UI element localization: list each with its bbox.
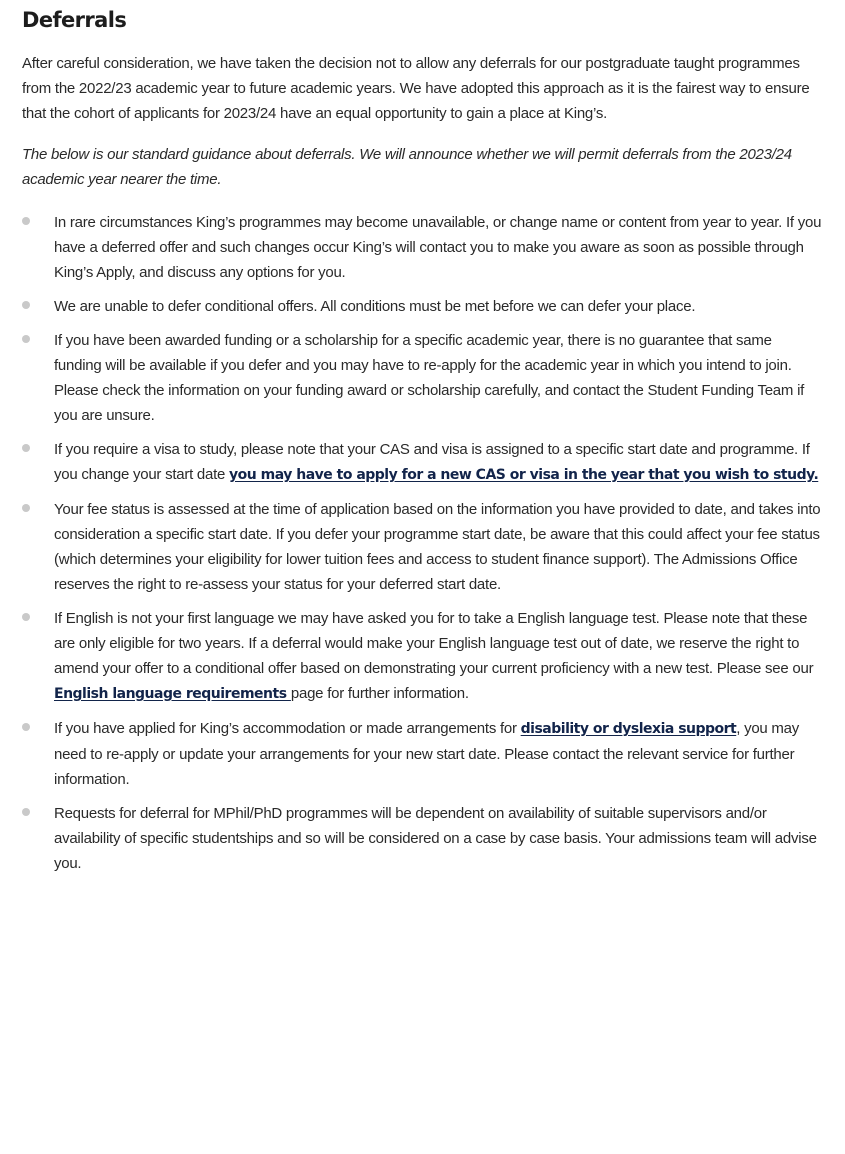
- list-item: [22, 801, 823, 876]
- list-item-text: If English is not your first language we may have asked you for to take a English language test. Please note that these are only eligible for two years. If a deferral would make your English language test out of date, we reserve the right to amend your offer to a conditional offer based on demonstrating your current proficiency with a new test. Please see our: [54, 610, 814, 677]
- list-item-text: If you have been awarded funding or a scholarship for a specific academic year, there is no guarantee that same funding will be available if you defer and you may have to re-apply for the academic year in which you intend to join. Please check the information on your funding award or scholarship carefully, and contact the Student Funding Team if you are unsure.: [54, 332, 805, 424]
- bullet-dot-icon: [22, 613, 30, 621]
- list-item-text-after: page for further information.: [290, 685, 469, 702]
- list-item-text: Requests for deferral for MPhil/PhD programmes will be dependent on availability of suitable supervisors and/or availability of specific studentships and so will be considered on a case by case basis. Your admissions team will advise you.: [54, 805, 817, 872]
- bullet-dot-icon: [22, 217, 30, 225]
- deferral-guidance-list: [22, 210, 823, 876]
- list-item: [22, 606, 823, 707]
- page-title: Deferrals: [22, 8, 127, 32]
- list-item-text: Your fee status is assessed at the time of application based on the information you have provided to date, and takes into consideration a specific start date. If you defer your programme start date, be aware that this could affect your fee status (which determines your eligibility for lower tuition fees and access to student finance support). The Admissions Office reserves the right to re-assess your status for your deferred start date.: [54, 501, 821, 593]
- list-item: [22, 294, 823, 319]
- list-item-text: We are unable to defer conditional offers. All conditions must be met before we can defer your place.: [54, 298, 696, 315]
- bullet-dot-icon: [22, 808, 30, 816]
- disability-dyslexia-support-link[interactable]: disability or dyslexia support: [520, 721, 737, 737]
- list-item: [22, 716, 823, 792]
- bullet-dot-icon: [22, 301, 30, 309]
- visa-cas-link[interactable]: you may have to apply for a new CAS or visa in the year that you wish to study.: [229, 467, 819, 483]
- list-item-text: If you have applied for King’s accommodation or made arrangements for: [54, 720, 521, 737]
- standard-guidance-note: The below is our standard guidance about deferrals. We will announce whether we will permit deferrals from the 2023/24 academic year nearer the time.: [22, 146, 792, 188]
- list-item: [22, 210, 823, 285]
- bullet-dot-icon: [22, 504, 30, 512]
- bullet-dot-icon: [22, 723, 30, 731]
- list-item-text-after: , you may need to re-apply or update your arrangements for your new start date. Please contact the relevant service for further information.: [54, 720, 800, 788]
- intro-paragraph: After careful consideration, we have taken the decision not to allow any deferrals for our postgraduate taught programmes from the 2022/23 academic year to future academic years. We have adopted this approach as it is the fairest way to ensure that the cohort of applicants for 2023/24 have an equal opportunity to gain a place at King’s.: [22, 55, 810, 122]
- list-item: [22, 437, 823, 488]
- bullet-dot-icon: [22, 335, 30, 343]
- list-item-text: In rare circumstances King’s programmes may become unavailable, or change name or content from year to year. If you have a deferred offer and such changes occur King’s will contact you to make you aware as soon as possible through King’s Apply, and discuss any options for you.: [54, 214, 822, 281]
- bullet-dot-icon: [22, 444, 30, 452]
- list-item: [22, 497, 823, 597]
- english-language-requirements-link[interactable]: English language requirements: [54, 686, 291, 702]
- list-item-text: If you require a visa to study, please note that your CAS and visa is assigned to a specific start date and programme. If you change your start date: [54, 441, 810, 483]
- list-item: [22, 328, 823, 428]
